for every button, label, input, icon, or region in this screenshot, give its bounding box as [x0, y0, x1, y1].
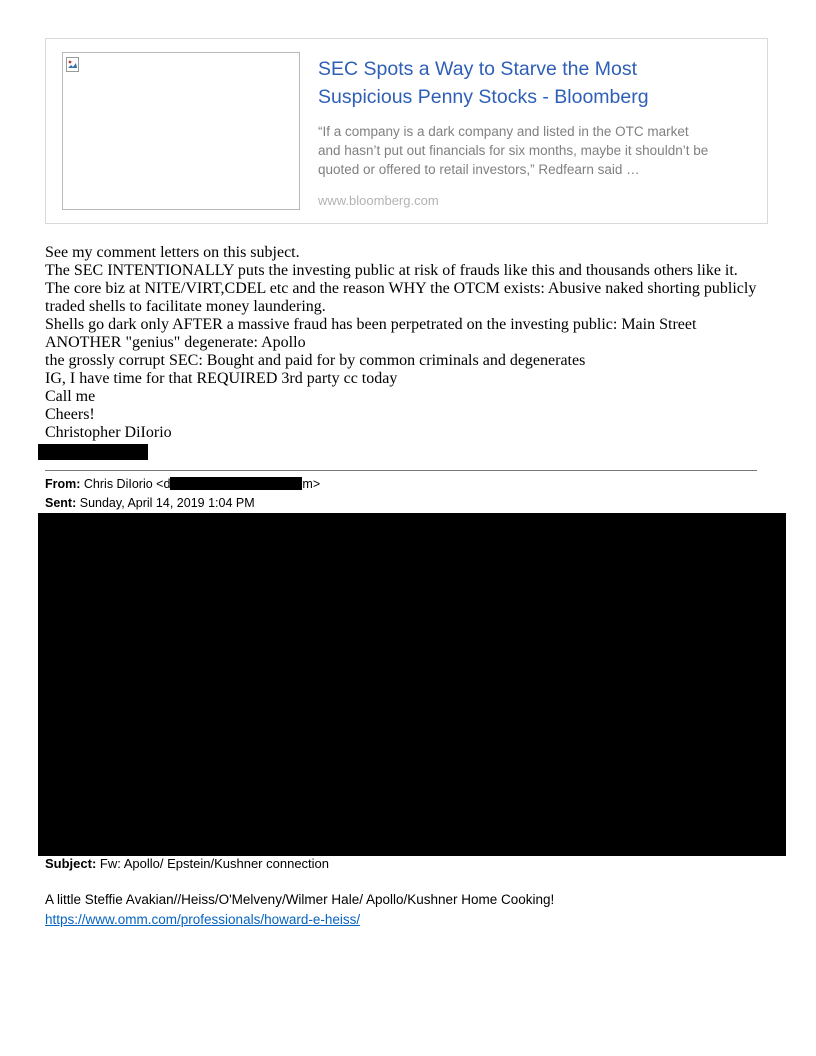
- body-line: ANOTHER "genius" degenerate: Apollo: [45, 334, 306, 351]
- from-value-prefix: Chris DiIorio <d: [83, 477, 171, 491]
- body-line: The SEC INTENTIONALLY puts the investing public at risk of frauds like this and thousands others like it.: [45, 262, 738, 279]
- body-line: The core biz at NITE/VIRT,CDEL etc and the reason WHY the OTCM exists: Abusive naked shorting publicly traded shells to facilitate money laundering.: [45, 280, 757, 315]
- sent-line: [45, 496, 255, 510]
- article-source: www.bloomberg.com: [318, 193, 439, 208]
- body-line: Cheers!: [45, 406, 95, 423]
- subject-line: [45, 856, 329, 871]
- body-line: Call me: [45, 388, 96, 405]
- header-divider: [45, 470, 757, 471]
- article-quote: “If a company is a dark company and listed in the OTC market and hasn’t put out financials for six months, maybe it shouldn’t be quoted or offered to retail investors,” Redfearn said …: [318, 124, 709, 177]
- link-preview-text: [318, 55, 718, 208]
- body-line: the grossly corrupt SEC: Bought and paid for by common criminals and degenerates: [45, 352, 586, 369]
- link-preview-card[interactable]: [45, 38, 768, 224]
- from-line: [45, 477, 320, 491]
- redaction-bar-email: [170, 477, 302, 490]
- article-title-link[interactable]: SEC Spots a Way to Starve the Most Suspicious Penny Stocks - Bloomberg: [318, 58, 649, 108]
- email-body: [45, 244, 759, 442]
- article-thumbnail-placeholder: [62, 52, 300, 210]
- omm-profile-link[interactable]: https://www.omm.com/professionals/howard-e-heiss/: [45, 912, 361, 927]
- from-value-suffix: m>: [302, 477, 321, 491]
- broken-image-icon: [66, 57, 79, 72]
- subject-label: Subject:: [45, 856, 97, 871]
- from-label: From:: [45, 477, 81, 491]
- sent-label: Sent:: [45, 496, 77, 510]
- body-line: Shells go dark only AFTER a massive fraud has been perpetrated on the investing public: Main Street: [45, 316, 697, 333]
- body-line: IG, I have time for that REQUIRED 3rd party cc today: [45, 370, 398, 387]
- body-line: See my comment letters on this subject.: [45, 244, 300, 261]
- sent-value: Sunday, April 14, 2019 1:04 PM: [79, 496, 255, 510]
- redaction-bar-signature: [38, 444, 148, 460]
- redaction-block-large: [38, 513, 786, 856]
- body-line: Christopher DiIorio: [45, 424, 172, 441]
- subject-value: Fw: Apollo/ Epstein/Kushner connection: [99, 856, 330, 871]
- footer-note: A little Steffie Avakian//Heiss/O'Melveny/Wilmer Hale/ Apollo/Kushner Home Cooking!: [45, 892, 555, 907]
